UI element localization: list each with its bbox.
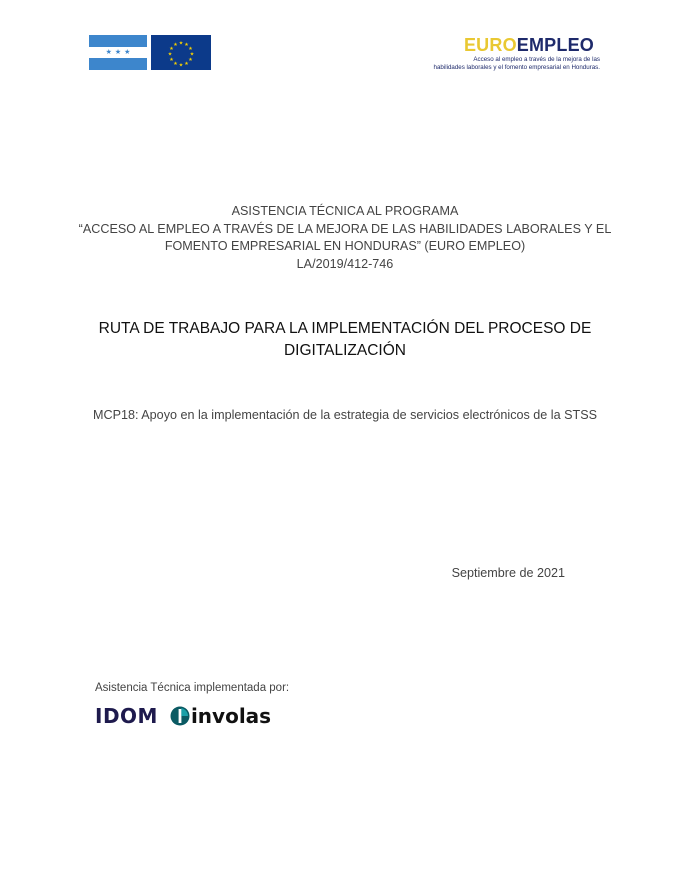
document-title-line2: DIGITALIZACIÓN	[283, 342, 406, 359]
partner-logos	[95, 706, 271, 726]
svg-text:★: ★	[184, 42, 189, 48]
program-heading	[60, 203, 630, 273]
svg-text:★: ★	[178, 40, 184, 47]
brand-name	[420, 36, 594, 54]
svg-text:★: ★	[184, 61, 189, 67]
brand-tagline	[420, 56, 600, 71]
svg-text:★: ★	[169, 46, 174, 52]
program-line4: LA/2019/412-746	[296, 256, 394, 271]
program-line2: “ACCESO AL EMPLEO A TRAVÉS DE LA MEJORA DE LAS HABILIDADES LABORALES Y EL	[78, 221, 612, 236]
svg-text:★: ★	[173, 61, 178, 67]
euroempleo-logo	[420, 36, 600, 71]
svg-text:★: ★	[188, 57, 193, 63]
svg-text:★: ★	[169, 57, 174, 63]
brand-tagline-line2: habilidades laborales y el fomento empresarial en Honduras.	[433, 63, 600, 71]
involas-wordmark: involas	[190, 704, 272, 728]
idom-logo: IDOM	[95, 704, 158, 728]
program-line3: FOMENTO EMPRESARIAL EN HONDURAS” (EURO EMPLEO)	[164, 239, 526, 253]
honduras-flag-icon: ★ ★ ★	[89, 35, 147, 70]
involas-logo-icon	[170, 706, 190, 726]
svg-text:★: ★	[178, 62, 184, 69]
document-title	[60, 318, 630, 362]
svg-text:★: ★	[189, 51, 195, 58]
program-line1: ASISTENCIA TÉCNICA AL PROGRAMA	[231, 204, 459, 218]
brand-euro: EURO	[463, 35, 517, 55]
brand-tagline-line1: Acceso al empleo a través de la mejora de las	[473, 56, 600, 63]
svg-text:★: ★	[173, 42, 178, 48]
document-date: Septiembre de 2021	[451, 566, 565, 580]
svg-text:★: ★	[167, 51, 173, 58]
brand-empleo: EMPLEO	[516, 35, 594, 55]
document-subtitle: MCP18: Apoyo en la implementación de la estrategia de servicios electrónicos de la STSS	[92, 408, 597, 422]
svg-text:★: ★	[188, 46, 193, 52]
implemented-by-label: Asistencia Técnica implementada por:	[95, 682, 290, 694]
document-title-line1: RUTA DE TRABAJO PARA LA IMPLEMENTACIÓN DEL PROCESO DE	[98, 320, 592, 337]
eu-flag-icon	[151, 35, 211, 70]
involas-logo	[170, 706, 271, 726]
